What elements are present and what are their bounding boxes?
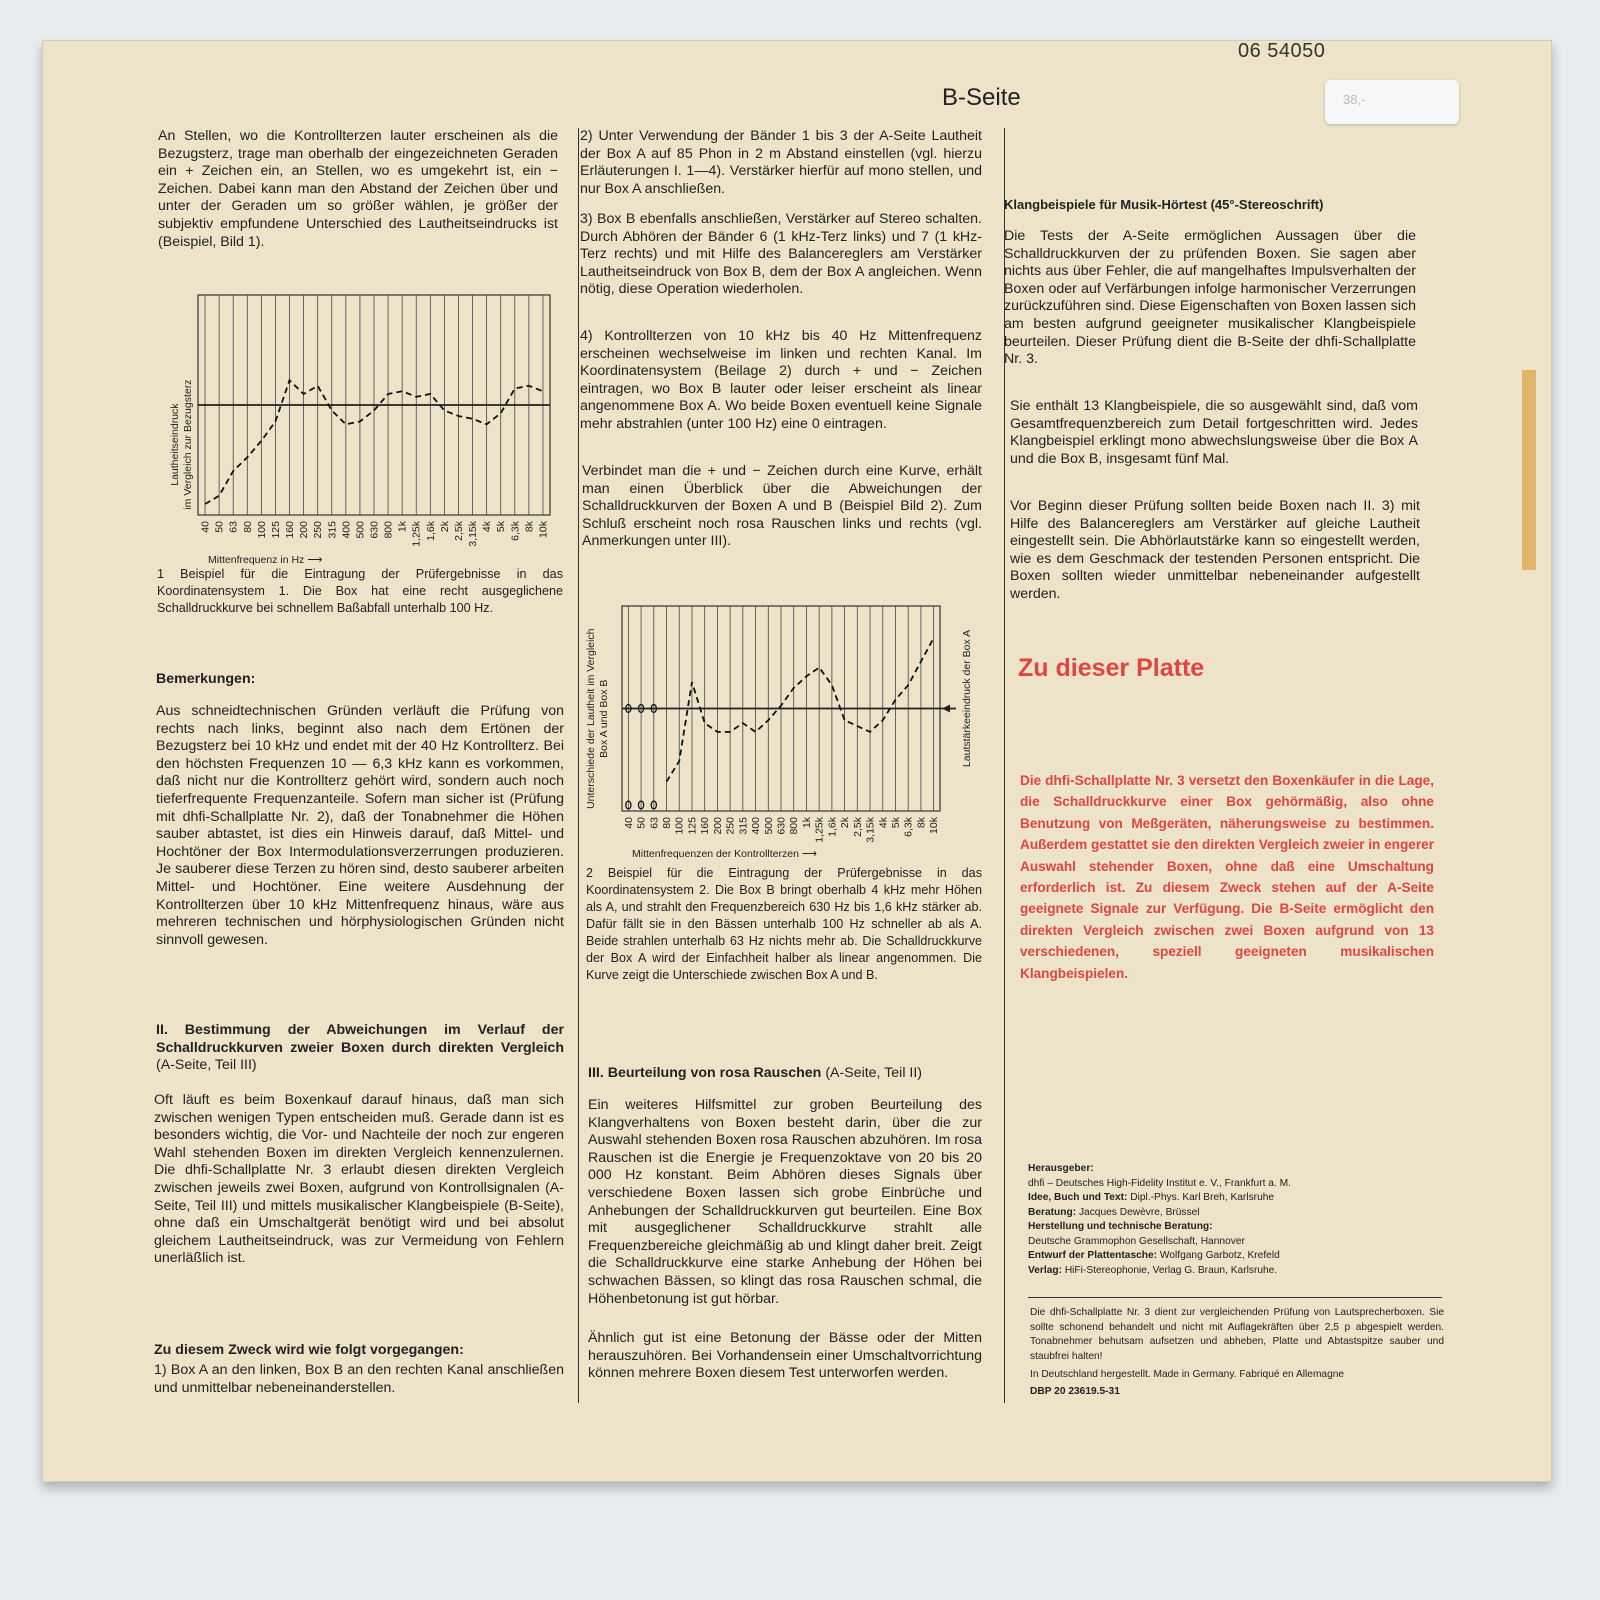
credits-block <box>1028 1162 1428 1278</box>
tick-label: 200 <box>711 817 724 835</box>
tick-label: 40 <box>622 817 635 829</box>
tick-label: 63 <box>648 817 661 829</box>
tick-label: 2k <box>839 817 852 829</box>
verbindet-paragraph: Verbindet man die + und − Zeichen durch eine Kurve, erhält man einen Überblick über die Abweichungen der Schalldruckkurven der Boxen A und B (Beispiel Bild 2). Zum Schluß erscheint noch rosa Rauschen links und rechts (vgl. Anmerkungen unter III). <box>582 463 982 550</box>
y-axis-label-right: Lautstärkeeindruck der Box A <box>961 629 973 768</box>
credit-line-5: Deutsche Grammophon Gesellschaft, Hannover <box>1028 1235 1245 1247</box>
b-seite-heading: B-Seite <box>942 84 1021 111</box>
tick-label: 5k <box>495 521 508 533</box>
bemerkungen-title: Bemerkungen: <box>156 671 256 687</box>
tick-label: 2,5k <box>452 521 465 541</box>
tick-label: 400 <box>340 521 353 539</box>
tick-label: 63 <box>227 521 240 533</box>
intro-paragraph: An Stellen, wo die Kontrollterzen lauter erscheinen als die Bezugsterz, trage man oberhalb der eingezeichneten Geraden ein + Zeichen ein, an Stellen, wo es umgekehrt ist, ein − Zeichen. Dabei kann man den Abstand der Zeichen über und unter der Geraden um so größer wählen, je größer der subjektiv empfundene Unterschied des Lautheitseindrucks ist (Beispiel, Bild 1). <box>158 128 558 250</box>
y-axis-label: Box A und Box B <box>598 679 610 758</box>
tick-label: 100 <box>255 521 268 539</box>
zweck-title: Zu diesem Zweck wird wie folgt vorgegangen: <box>154 1342 464 1358</box>
tick-label: 800 <box>382 521 395 539</box>
tick-label: 200 <box>298 521 311 539</box>
tick-label: 1,25k <box>813 817 826 843</box>
tick-label: 1,6k <box>826 817 839 837</box>
tick-label: 1k <box>396 521 409 533</box>
inner-sleeve-edge <box>1522 370 1536 570</box>
tick-label: 400 <box>750 817 763 835</box>
tick-label: 125 <box>269 521 282 539</box>
b-seite-paragraph-2: Sie enthält 13 Klangbeispiele, die so ausgewählt sind, daß vom Gesamtfrequenzbereich zum Detail fortgeschritten wird. Jedes Klangbeispiel erklingt mono abwechslungsweise über die Box A und die Box B, insgesamt fünf Mal. <box>1010 398 1418 467</box>
tick-label: 315 <box>737 817 750 835</box>
y-axis-label: im Vergleich zur Bezugsterz <box>182 379 194 510</box>
tick-label: 5k <box>889 817 902 829</box>
chart-1 <box>150 285 570 565</box>
tick-label: 125 <box>686 817 699 835</box>
tick-label: 160 <box>284 521 297 539</box>
tick-label: 80 <box>661 817 674 829</box>
credits-divider <box>1028 1297 1442 1298</box>
section2-heading <box>156 1022 564 1075</box>
step-3: 3) Box B ebenfalls anschließen, Verstärker auf Stereo schalten. Durch Abhören der Bänder 6 (1 kHz-Terz links) und 7 (1 kHz-Terz rechts) und mit Hilfe des Balancereglers am Verstärker Lautheitseindruck von Box B, dem der Box A angleichen. Wenn nötig, diese Operation wiederholen. <box>580 211 982 298</box>
klang-title: Klangbeispiele für Musik-Hörtest (45°-Stereoschrift) <box>1004 197 1324 212</box>
tick-label: 500 <box>762 817 775 835</box>
tick-label: 10k <box>928 817 941 834</box>
credit-line-1: dhfi – Deutsches High-Fidelity Institut e. V., Frankfurt a. M. <box>1028 1177 1291 1189</box>
step-4: 4) Kontrollterzen von 10 kHz bis 40 Hz Mittenfrequenz erscheinen wechselweise im linken und rechten Kanal. Im Koordinatensystem (Beilage 2) durch + und − Zeichen eintragen, wo Box B lauter oder leiser erscheint als linear angenommene Box A. Wo beide Boxen eventuell keine Signale mehr abstrahlen (unter 100 Hz) eine 0 eintragen. <box>580 328 982 432</box>
tick-label: 800 <box>788 817 801 835</box>
zu-dieser-platte-heading: Zu dieser Platte <box>1018 654 1205 682</box>
caption-2: 2 Beispiel für die Eintragung der Prüfergebnisse in das Koordinatensystem 2. Die Box B bringt oberhalb 4 kHz mehr Höhen als A, und strahlt den Frequenzbereich 630 Hz bis 1,6 kHz stärker ab. Dafür fällt sie in den Bässen unterhalb 100 Hz schneller ab als A. Beide strahlen unterhalb 63 Hz nichts mehr ab. Die Schalldruckkurve der Box A wird der Einfachheit halber als linear angenommen. Die Kurve zeigt die Unterschiede zwischen Box A und B. <box>586 866 982 982</box>
zu-dieser-platte-text: Die dhfi-Schallplatte Nr. 3 versetzt den Boxenkäufer in die Lage, die Schalldruckkurve einer Box gehörmäßig, also ohne Benutzung von Meßgeräten, näherungsweise zu bestimmen. Außerdem gestattet sie den direkten Vergleich zweier in engerer Auswahl stehender Boxen, ohne daß eine Umschaltung erforderlich ist. Zu diesem Zweck stehen auf der A-Seite geeignete Signale zur Verfügung. Die B-Seite ermöglicht den direkten Vergleich zwischen zwei Boxen aufgrund von 13 verschiedenen, speziell geeigneten musikalischen Klangbeispielen. <box>1020 773 1434 981</box>
tick-label: 3,15k <box>467 521 480 547</box>
tick-label: 630 <box>775 817 788 835</box>
tick-label: 6,3k <box>902 817 915 837</box>
step-1: 1) Box A an den linken, Box B an den rechten Kanal anschließen und unmittelbar nebeneinanderstellen. <box>154 1362 564 1396</box>
care-text: Die dhfi-Schallplatte Nr. 3 dient zur vergleichenden Prüfung von Lautsprecherboxen. Sie sollte schonend behandelt und nicht mit Auflagekräften über 2,5 p abgespielt werden. Tonabnehmer behutsam aufsetzen und abheben, Platte und Abtastspitze sauber und staubfrei halten! <box>1030 1307 1444 1362</box>
tick-label: 10k <box>537 521 550 538</box>
b-seite-paragraph-3: Vor Beginn dieser Prüfung sollten beide Boxen nach II. 3) mit Hilfe des Balancereglers am Verstärker auf gleiche Lautheit eingestellt sein. Die Abhörlautstärke kann so eingestellt werden, wie es dem Geschmack der testenden Personen entspricht. Die Boxen sollten wieder unmittelbar nebeneinander aufgestellt werden. <box>1010 498 1420 602</box>
credit-line-2: Idee, Buch und Text: Dipl.-Phys. Karl Breh, Karlsruhe <box>1028 1192 1275 1203</box>
bemerkungen-text: Aus schneidtechnischen Gründen verläuft die Prüfung von rechts nach links, beginnt also nach dem Ertönen der Bezugsterz bei 10 kHz und endet mit der 40 Hz Kontrollterz. Bei den höchsten Frequenzen 10 — 6,3 kHz kann es vorkommen, daß nicht nur die Kontrollterz gehört wird, sondern auch noch tieferfrequente Frequenzanteile. Sofern man sicher ist (Prüfung mit dhfi-Schallplatte Nr. 2), daß der Tonabnehmer die Höhen sauber abtastet, ist dies ein Hinweis darauf, daß Mittel- und Hochtöner der Box Intermodulationsverzerrungen produzieren. Je sauberer diese Terzen zu hören sind, desto sauberer arbeiten Mittel- und Hochtöner. Eine weitere Ausdehnung der Kontrollterzen über 10 kHz Mittenfrequenz hinaus, wäre aus mehreren technischen und hörphysiologischen Gründen nicht sinnvoll gewesen. <box>156 703 564 948</box>
left-column-intro <box>158 128 558 251</box>
y-axis-label: Lautheitseindruck <box>169 403 181 486</box>
made-in-text: In Deutschland hergestellt. Made in Germany. Fabriqué en Allemagne <box>1030 1369 1345 1380</box>
caption-1: 1 Beispiel für die Eintragung der Prüfergebnisse in das Koordinatensystem 1. Die Box hat eine recht ausgeglichene Schalldruckkurve bei schnellem Baßabfall unterhalb 100 Hz. <box>157 567 563 615</box>
chart-2 <box>582 596 982 861</box>
section3-heading <box>588 1065 982 1083</box>
y-axis-label: Unterschiede der Lautheit im Vergleich <box>585 628 597 809</box>
credit-line-4: Herstellung und technische Beratung: <box>1028 1221 1213 1232</box>
tick-label: 250 <box>724 817 737 835</box>
tick-label: 160 <box>699 817 712 835</box>
data-series-line <box>667 638 934 782</box>
tick-label: 40 <box>199 521 212 533</box>
section2-subtitle: (A-Seite, Teil III) <box>156 1057 257 1074</box>
credit-line-0: Herausgeber: <box>1028 1163 1094 1174</box>
step-2: 2) Unter Verwendung der Bänder 1 bis 3 der A-Seite Lautheit der Box A auf 85 Phon in 2 m Abstand einstellen (vgl. hierzu Erläuterungen I. 1—4). Verstärker hierfür auf mono stellen, und nur Box A anschließen. <box>580 128 982 197</box>
dbp-text: DBP 20 23619.5-31 <box>1030 1386 1120 1397</box>
tick-label: 1,25k <box>410 521 423 547</box>
price-sticker <box>1325 80 1459 124</box>
section2-title: II. Bestimmung der Abweichungen im Verlauf der Schalldruckkurven zweier Boxen durch direkten Vergleich <box>156 1022 564 1056</box>
tick-label: 500 <box>354 521 367 539</box>
tick-label: 4k <box>481 521 494 533</box>
tick-label: 4k <box>877 817 890 829</box>
column-divider-left <box>578 128 579 1403</box>
section3-subtitle: (A-Seite, Teil II) <box>825 1065 923 1081</box>
credit-line-3: Beratung: Jacques Dewèvre, Brüssel <box>1028 1206 1200 1218</box>
tick-label: 250 <box>312 521 325 539</box>
section3-title: III. Beurteilung von rosa Rauschen <box>588 1065 822 1081</box>
tick-label: 2k <box>438 521 451 533</box>
credit-line-7: Verlag: HiFi-Stereophonie, Verlag G. Braun, Karlsruhe. <box>1028 1264 1278 1276</box>
tick-label: 8k <box>523 521 536 533</box>
tick-label: 100 <box>673 817 686 835</box>
x-axis-label: Mittenfrequenz in Hz ⟶ <box>208 554 323 565</box>
x-axis-label: Mittenfrequenzen der Kontrollterzen ⟶ <box>632 848 817 860</box>
tick-label: 80 <box>241 521 254 533</box>
bemerkungen-block <box>156 671 564 689</box>
tick-label: 6,3k <box>509 521 522 541</box>
tick-label: 3,15k <box>864 817 877 843</box>
section2-text: Oft läuft es beim Boxenkauf darauf hinaus, daß man sich zwischen wenigen Typen entscheiden muß. Gerade dann ist es besonders wichtig, die Vor- und Nachteile der noch zur engeren Wahl stehenden Boxen im direkten Vergleich kennenzulernen. Die dhfi-Schallplatte Nr. 3 erlaubt diesen direkten Vergleich zwischen jeweils zwei Boxen, aufgrund von Kontrollsignalen (A-Seite, Teil III) und mittels musikalischer Klangbeispiele (B-Seite), ohne daß ein Umschaltgerät benötigt wird und bei absolut gleichem Lautheitseindruck, was zur Vermeidung von Fehlern unerläßlich ist. <box>154 1092 564 1267</box>
tick-label: 1,6k <box>424 521 437 541</box>
tick-label: 1k <box>800 817 813 829</box>
credit-line-6: Entwurf der Plattentasche: Wolfgang Garbotz, Krefeld <box>1028 1250 1280 1261</box>
section3-text-2: Ähnlich gut ist eine Betonung der Bässe oder der Mitten herauszuhören. Bei Vorhandensein einer Umschaltvorrichtung können mehrere Boxen diesem Test unterworfen werden. <box>588 1330 982 1382</box>
catalog-number: 06 54050 <box>1238 40 1326 62</box>
tick-label: 630 <box>368 521 381 539</box>
reference-arrow <box>942 705 950 713</box>
tick-label: 315 <box>326 521 339 539</box>
tick-label: 50 <box>635 817 648 829</box>
tick-label: 2,5k <box>851 817 864 837</box>
tick-label: 50 <box>213 521 226 533</box>
tick-label: 8k <box>915 817 928 829</box>
price-sticker-text: 38,- <box>1343 92 1366 107</box>
b-seite-paragraph-1: Die Tests der A-Seite ermöglichen Aussagen über die Schalldruckkurven der zu prüfenden Boxen. Sie sagen aber nichts aus über Fehler, die auf mangelhaftes Impulsverhalten der Boxen oder auf Verfärbungen infolge harmonischer Verzerrungen zurückzuführen sind. Diese Eigenschaften von Boxen lassen sich am besten aufgrund geeigneter musikalischer Klangbeispiele beurteilen. Dieser Prüfung dient die B-Seite der dhfi-Schallplatte Nr. 3. <box>1004 228 1416 368</box>
section3-text: Ein weiteres Hilfsmittel zur groben Beurteilung des Klangverhaltens von Boxen besteht darin, über die zur Auswahl stehenden Boxen rosa Rauschen abzuhören. Im rosa Rauschen ist die Energie je Frequenzoktave von 20 bis 20 000 Hz konstant. Beim Abhören dieses Signals über verschiedene Boxen lassen sich grobe Einbrüche und Anhebungen der Schalldruckkurven gut beurteilen. Eine Box mit ausgeglichener Schalldruckkurve strahlt alle Frequenzbereiche gleichmäßig ab und klingt daher breit. Zeigt die Schalldruckkurve eine starke Anhebung der Höhen bei schwachen Bässen, so klingt das rosa Rauschen schmal, die Höhenbetonung ist gut hörbar. <box>588 1097 982 1307</box>
